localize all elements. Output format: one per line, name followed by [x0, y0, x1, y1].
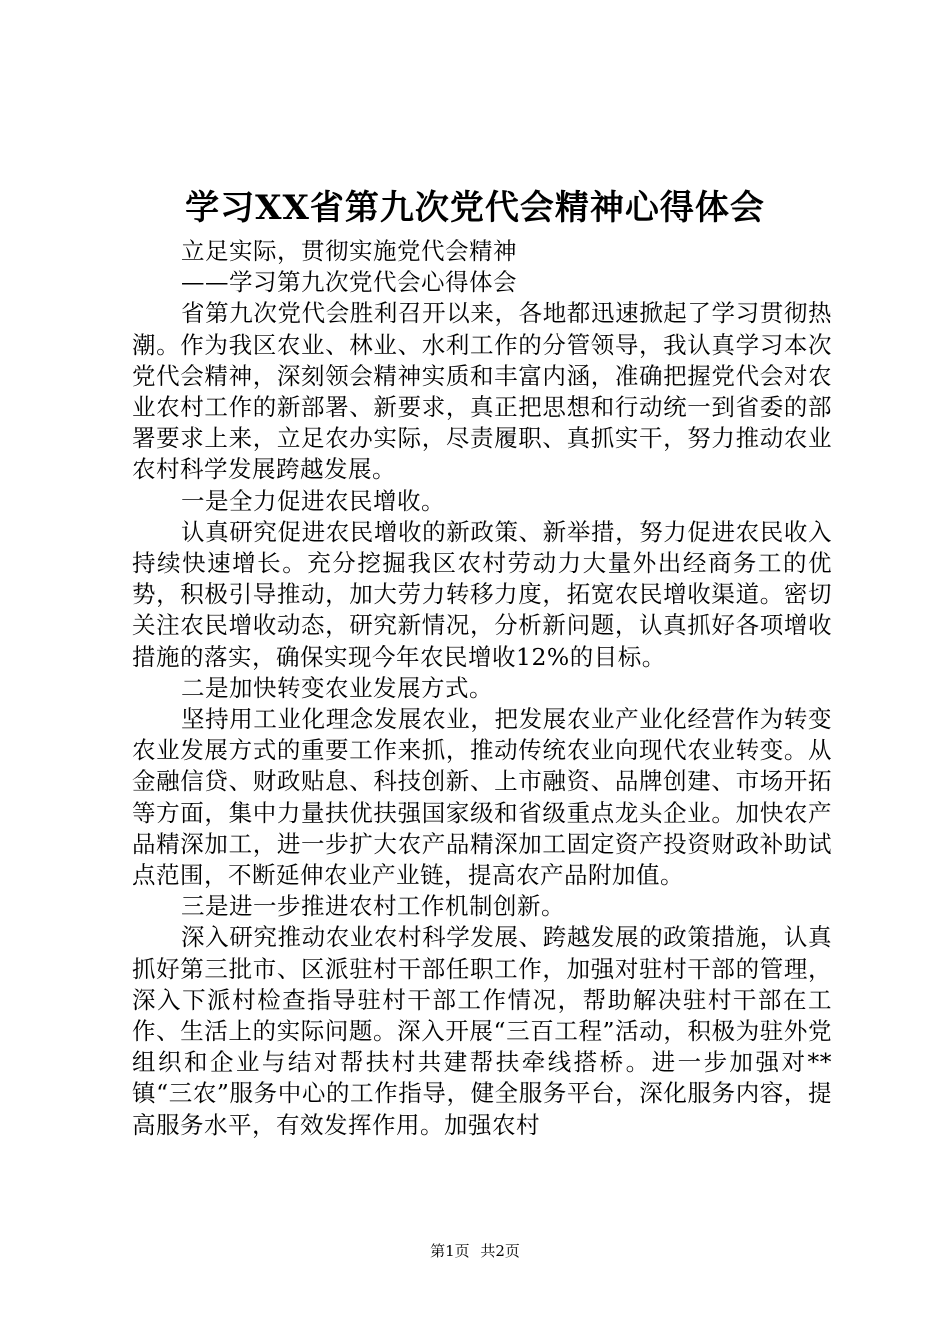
section-heading: 一是全力促进农民增收。 — [181, 486, 445, 515]
body-paragraph: 认真研究促进农民增收的新政策、新举措，努力促进农民收入持续快速增长。充分挖掘我区农村劳动力大量外出经商务工的优势，积极引导推动，加大劳力转移力度，拓宽农民增收渠道。密切关注农民增收动态，研究新情况，分析新问题，认真抓好各项增收措施的落实，确保实现今年农民增收12%的目标。 — [132, 517, 832, 671]
total-page-count: 共2页 — [480, 1242, 520, 1260]
body-paragraph: 深入研究推动农业农村科学发展、跨越发展的政策措施，认真抓好第三批市、区派驻村干部任职工作，加强对驻村干部的管理，深入下派村检查指导驻村干部工作情况，帮助解决驻村干部在工作、生活上的实际问题。深入开展“三百工程”活动，积极为驻外党组织和企业与结对帮扶村共建帮扶牵线搭桥。进一步加强对**镇“三农”服务中心的工作指导，健全服务平台，深化服务内容，提高服务水平，有效发挥作用。加强农村 — [132, 923, 832, 1139]
document-title: 学习XX省第九次党代会精神心得体会 — [185, 188, 765, 228]
document-body — [132, 236, 832, 1141]
body-paragraph: 省第九次党代会胜利召开以来，各地都迅速掀起了学习贯彻热潮。作为我区农业、林业、水利工作的分管领导，我认真学习本次党代会精神，深刻领会精神实质和丰富内涵，准确把握党代会对农业农村工作的新部署、新要求，真正把思想和行动统一到省委的部署要求上来，立足农办实际，尽责履职、真抓实干，努力推动农业农村科学发展跨越发展。 — [132, 299, 832, 484]
body-paragraph: 坚持用工业化理念发展农业，把发展农业产业化经营作为转变农业发展方式的重要工作来抓，推动传统农业向现代农业转变。从金融信贷、财政贴息、科技创新、上市融资、品牌创建、市场开拓等方面，集中力量扶优扶强国家级和省级重点龙头企业。加快农产品精深加工，进一步扩大农产品精深加工固定资产投资财政补助试点范围，不断延伸农业产业链，提高农产品附加值。 — [132, 705, 832, 890]
current-page-number: 第1页 — [430, 1242, 470, 1260]
section-heading: 三是进一步推进农村工作机制创新。 — [181, 892, 565, 921]
subtitle-line: 立足实际，贯彻实施党代会精神 — [181, 237, 517, 265]
page-footer — [0, 1241, 950, 1261]
subtitle-line: ——学习第九次党代会心得体会 — [181, 268, 517, 297]
section-heading: 二是加快转变农业发展方式。 — [181, 673, 493, 702]
